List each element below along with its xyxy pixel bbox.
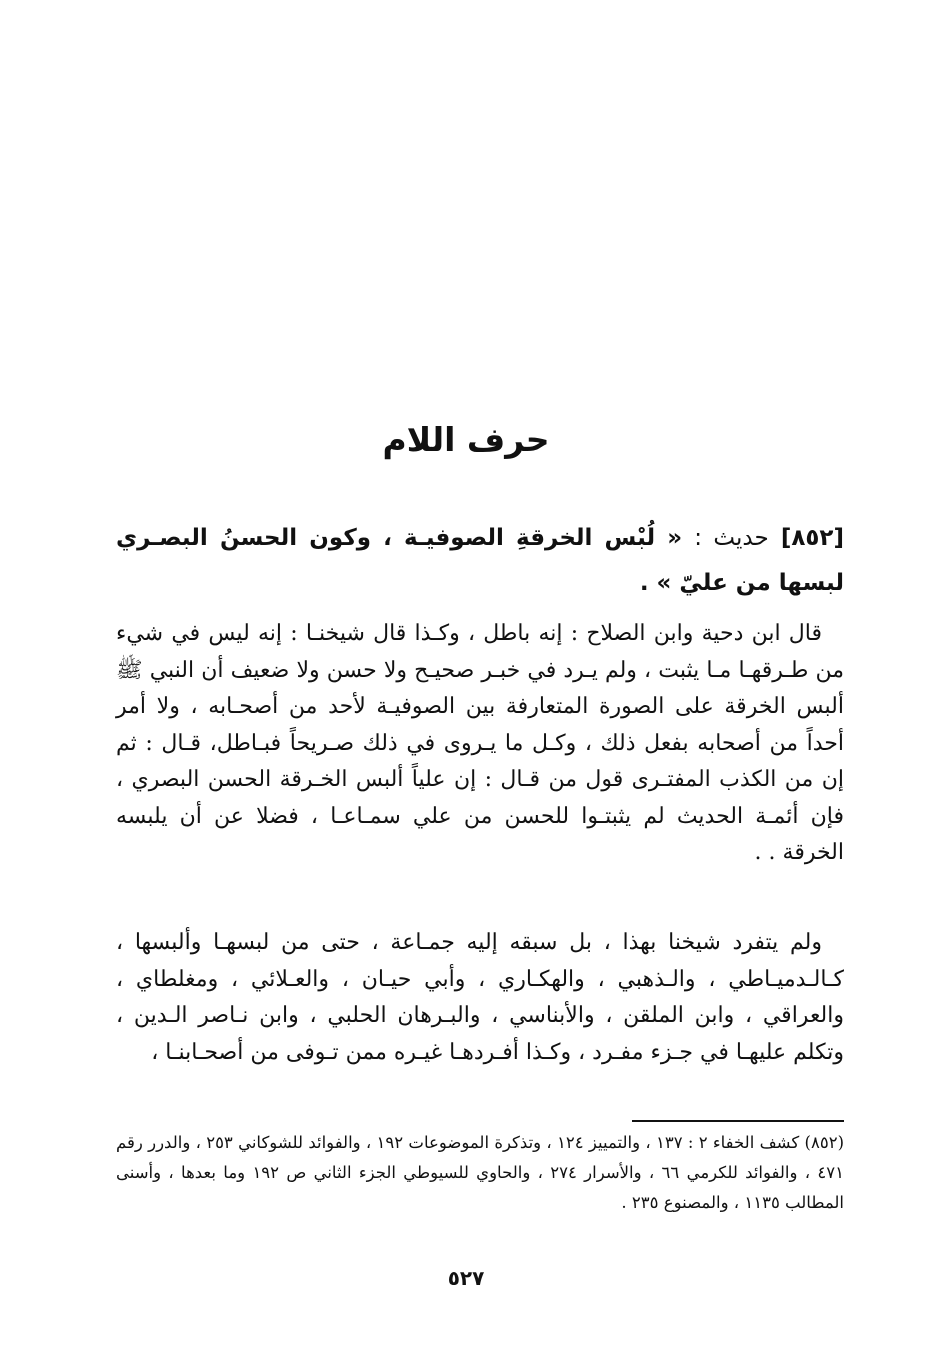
hadith-number: [٨٥٢] bbox=[780, 525, 844, 551]
hadith-entry bbox=[116, 516, 844, 606]
page-number: ٥٢٧ bbox=[447, 1266, 485, 1290]
footnote-ref: (٨٥٢) bbox=[804, 1133, 844, 1152]
hadith-text: « لُبْس الخرقةِ الصوفيـة ، وكون الحسنُ البصـري لبسها من عليّ » . bbox=[116, 525, 844, 596]
footnote-text: كشف الخفاء ٢ : ١٣٧ ، والتمييز ١٢٤ ، وتذكرة الموضوعات ١٩٢ ، والفوائد للشوكاني ٢٥٣ ، والدرر رقم ٤٧١ ، والفوائد للكرمي ٦٦ ، والأسرار ٢٧٤ ، والحاوي للسيوطي الجزء الثاني ص ١٩٢ وما بعدها ، وأسنى المطالب ١١٣٥ ، والمصنوع ٢٣٥ . bbox=[116, 1133, 844, 1212]
hadith-label: حديث : bbox=[694, 525, 769, 551]
chapter-title: حرف اللام bbox=[382, 420, 550, 459]
body-paragraph-2: ولم يتفرد شيخنا بهذا ، بل سبقه إليه جمـاعة ، حتى من لبسهـا وألبسها ، كـالـدميـاطي ، والـذهبي ، والهكـاري ، وأبي حيـان ، والعـلائي ، ومغلطاي ، والعراقي ، وابن الملقن ، والأبناسي ، والبـرهان الحلبي ، وابن نـاصر الـدين ، وتكلم عليهـا في جـزء مفـرد ، وكـذا أفـردهـا غيـره ممن تـوفى من أصحـابنـا ، bbox=[116, 930, 844, 1065]
body-paragraph-1: قال ابن دحية وابن الصلاح : إنه باطل ، وكـذا قال شيخنـا : إنه ليس في شيء من طـرقهـا مـا يثبت ، ولم يـرد في خبـر صحيـح ولا حسن ولا ضعيف أن النبي ﷺ ألبس الخرقة على الصورة المتعارفة بين الصوفيـة لأحد من أصحـابه ، ولا أمر أحداً من أصحابه بفعل ذلك ، وكـل ما يـروى في ذلك صـريحاً فبـاطل، قـال : ثم إن من الكذب المفتـرى قول من قـال : إن علياً ألبس الخـرقة الحسن البصري ، فإن أئمـة الحديث لم يثبتـوا للحسن من علي سمـاعـا ، فضلا عن أن يلبسه الخرقة . . bbox=[116, 621, 844, 865]
footnote bbox=[116, 1128, 844, 1218]
footnote-divider bbox=[632, 1120, 844, 1122]
